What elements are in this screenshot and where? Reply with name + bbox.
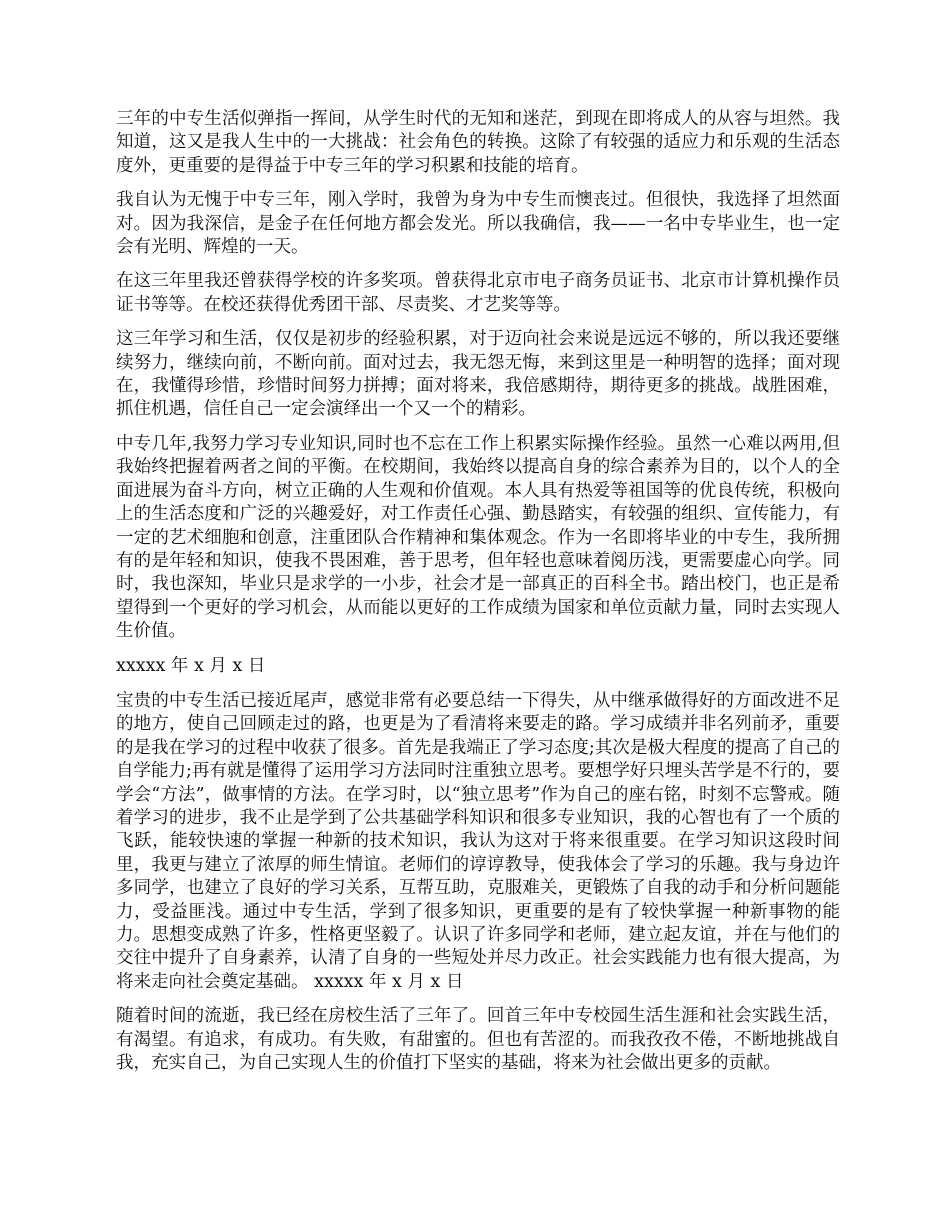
date-line-1: xxxxx 年 x 月 x 日 xyxy=(116,655,266,676)
document-body xyxy=(116,108,840,1086)
paragraph-7: 随着时间的流逝，我已经在房校生活了三年了。回首三年中专校园生活生涯和社会实践生活，有渴望。有追求，有成功。有失败，有甜蜜的。但也有苦涩的。而我孜孜不倦，不断地挑战自我，充实自己，为自己实现人生的价值打下坚实的基础，将来为社会做出更多的贡献。 xyxy=(116,1006,840,1074)
paragraph-4: 这三年学习和生活，仅仅是初步的经验积累，对于迈向社会来说是远远不够的，所以我还要继续努力，继续向前，不断向前。面对过去，我无怨无悔，来到这里是一种明智的选择；面对现在，我懂得珍惜，珍惜时间努力拼搏；面对将来，我倍感期待，期待更多的挑战。战胜困难，抓住机遇，信任自己一定会演绎出一个又一个的精彩。 xyxy=(116,329,840,420)
paragraph-6-text: 宝贵的中专生活已接近尾声，感觉非常有必要总结一下得失，从中继承做得好的方面改进不足的地方，使自己回顾走过的路，也更是为了看清将来要走的路。学习成绩并非名列前矛，重要的是我在学习的过程中收获了很多。首先是我端正了学习态度;其次是极大程度的提高了自己的自学能力;再有就是懂得了运用学习方法同时注重独立思考。要想学好只埋头苦学是不行的，要学会“方法”，做事情的方法。在学习时，以“独立思考”作为自己的座右铭，时刻不忘警戒。随着学习的进步，我不止是学到了公共基础学科知识和很多专业知识，我的心智也有了一个质的飞跃，能较快速的掌握一种新的技术知识，我认为这对于将来很重要。在学习知识这段时间里，我更与建立了浓厚的师生情谊。老师们的谆谆教导，使我体会了学习的乐趣。我与身边许多同学，也建立了良好的学习关系，互帮互助，克服难关，更锻炼了自我的动手和分析问题能力，受益匪浅。通过中专生活，学到了很多知识，更重要的是有了较快掌握一种新事物的能力。思想变成熟了许多，性格更坚毅了。认识了许多同学和老师，建立起友谊，并在与他们的交往中提升了自身素养，认清了自身的一些短处并尽力改正。社会实践能力也有很大提高，为将来走向社会奠定基础。 xyxy=(116,690,840,992)
paragraph-2: 我自认为无愧于中专三年，刚入学时，我曾为身为中专生而懊丧过。但很快，我选择了坦然面对。因为我深信，是金子在任何地方都会发光。所以我确信，我——一名中专毕业生，也一定会有光明、辉煌的一天。 xyxy=(116,190,840,258)
paragraph-6 xyxy=(116,690,840,994)
paragraph-5: 中专几年,我努力学习专业知识,同时也不忘在工作上积累实际操作经验。虽然一心难以两用,但我始终把握着两者之间的平衡。在校期间，我始终以提高自身的综合素养为目的，以个人的全面进展为奋斗方向，树立正确的人生观和价值观。本人具有热爱等祖国等的优良传统，积极向上的生活态度和广泛的兴趣爱好，对工作责任心强、勤恳踏实，有较强的组织、宣传能力，有一定的艺术细胞和创意，注重团队合作精神和集体观念。作为一名即将毕业的中专生，我所拥有的是年轻和知识，使我不畏困难，善于思考，但年轻也意味着阅历浅，更需要虚心向学。同时，我也深知，毕业只是求学的一小步，社会才是一部真正的百科全书。踏出校门，也正是希望得到一个更好的学习机会，从而能以更好的工作成绩为国家和单位贡献力量，同时去实现人生价值。 xyxy=(116,433,840,642)
paragraph-1: 三年的中专生活似弹指一挥间，从学生时代的无知和迷茫，到现在即将成人的从容与坦然。我知道，这又是我人生中的一大挑战：社会角色的转换。这除了有较强的适应力和乐观的生活态度外，更重要的是得益于中专三年的学习积累和技能的培育。 xyxy=(116,109,840,176)
paragraph-3: 在这三年里我还曾获得学校的许多奖项。曾获得北京市电子商务员证书、北京市计算机操作员证书等等。在校还获得优秀团干部、尽责奖、才艺奖等等。 xyxy=(116,271,840,315)
date-line-2: xxxxx 年 x 月 x 日 xyxy=(314,971,464,992)
